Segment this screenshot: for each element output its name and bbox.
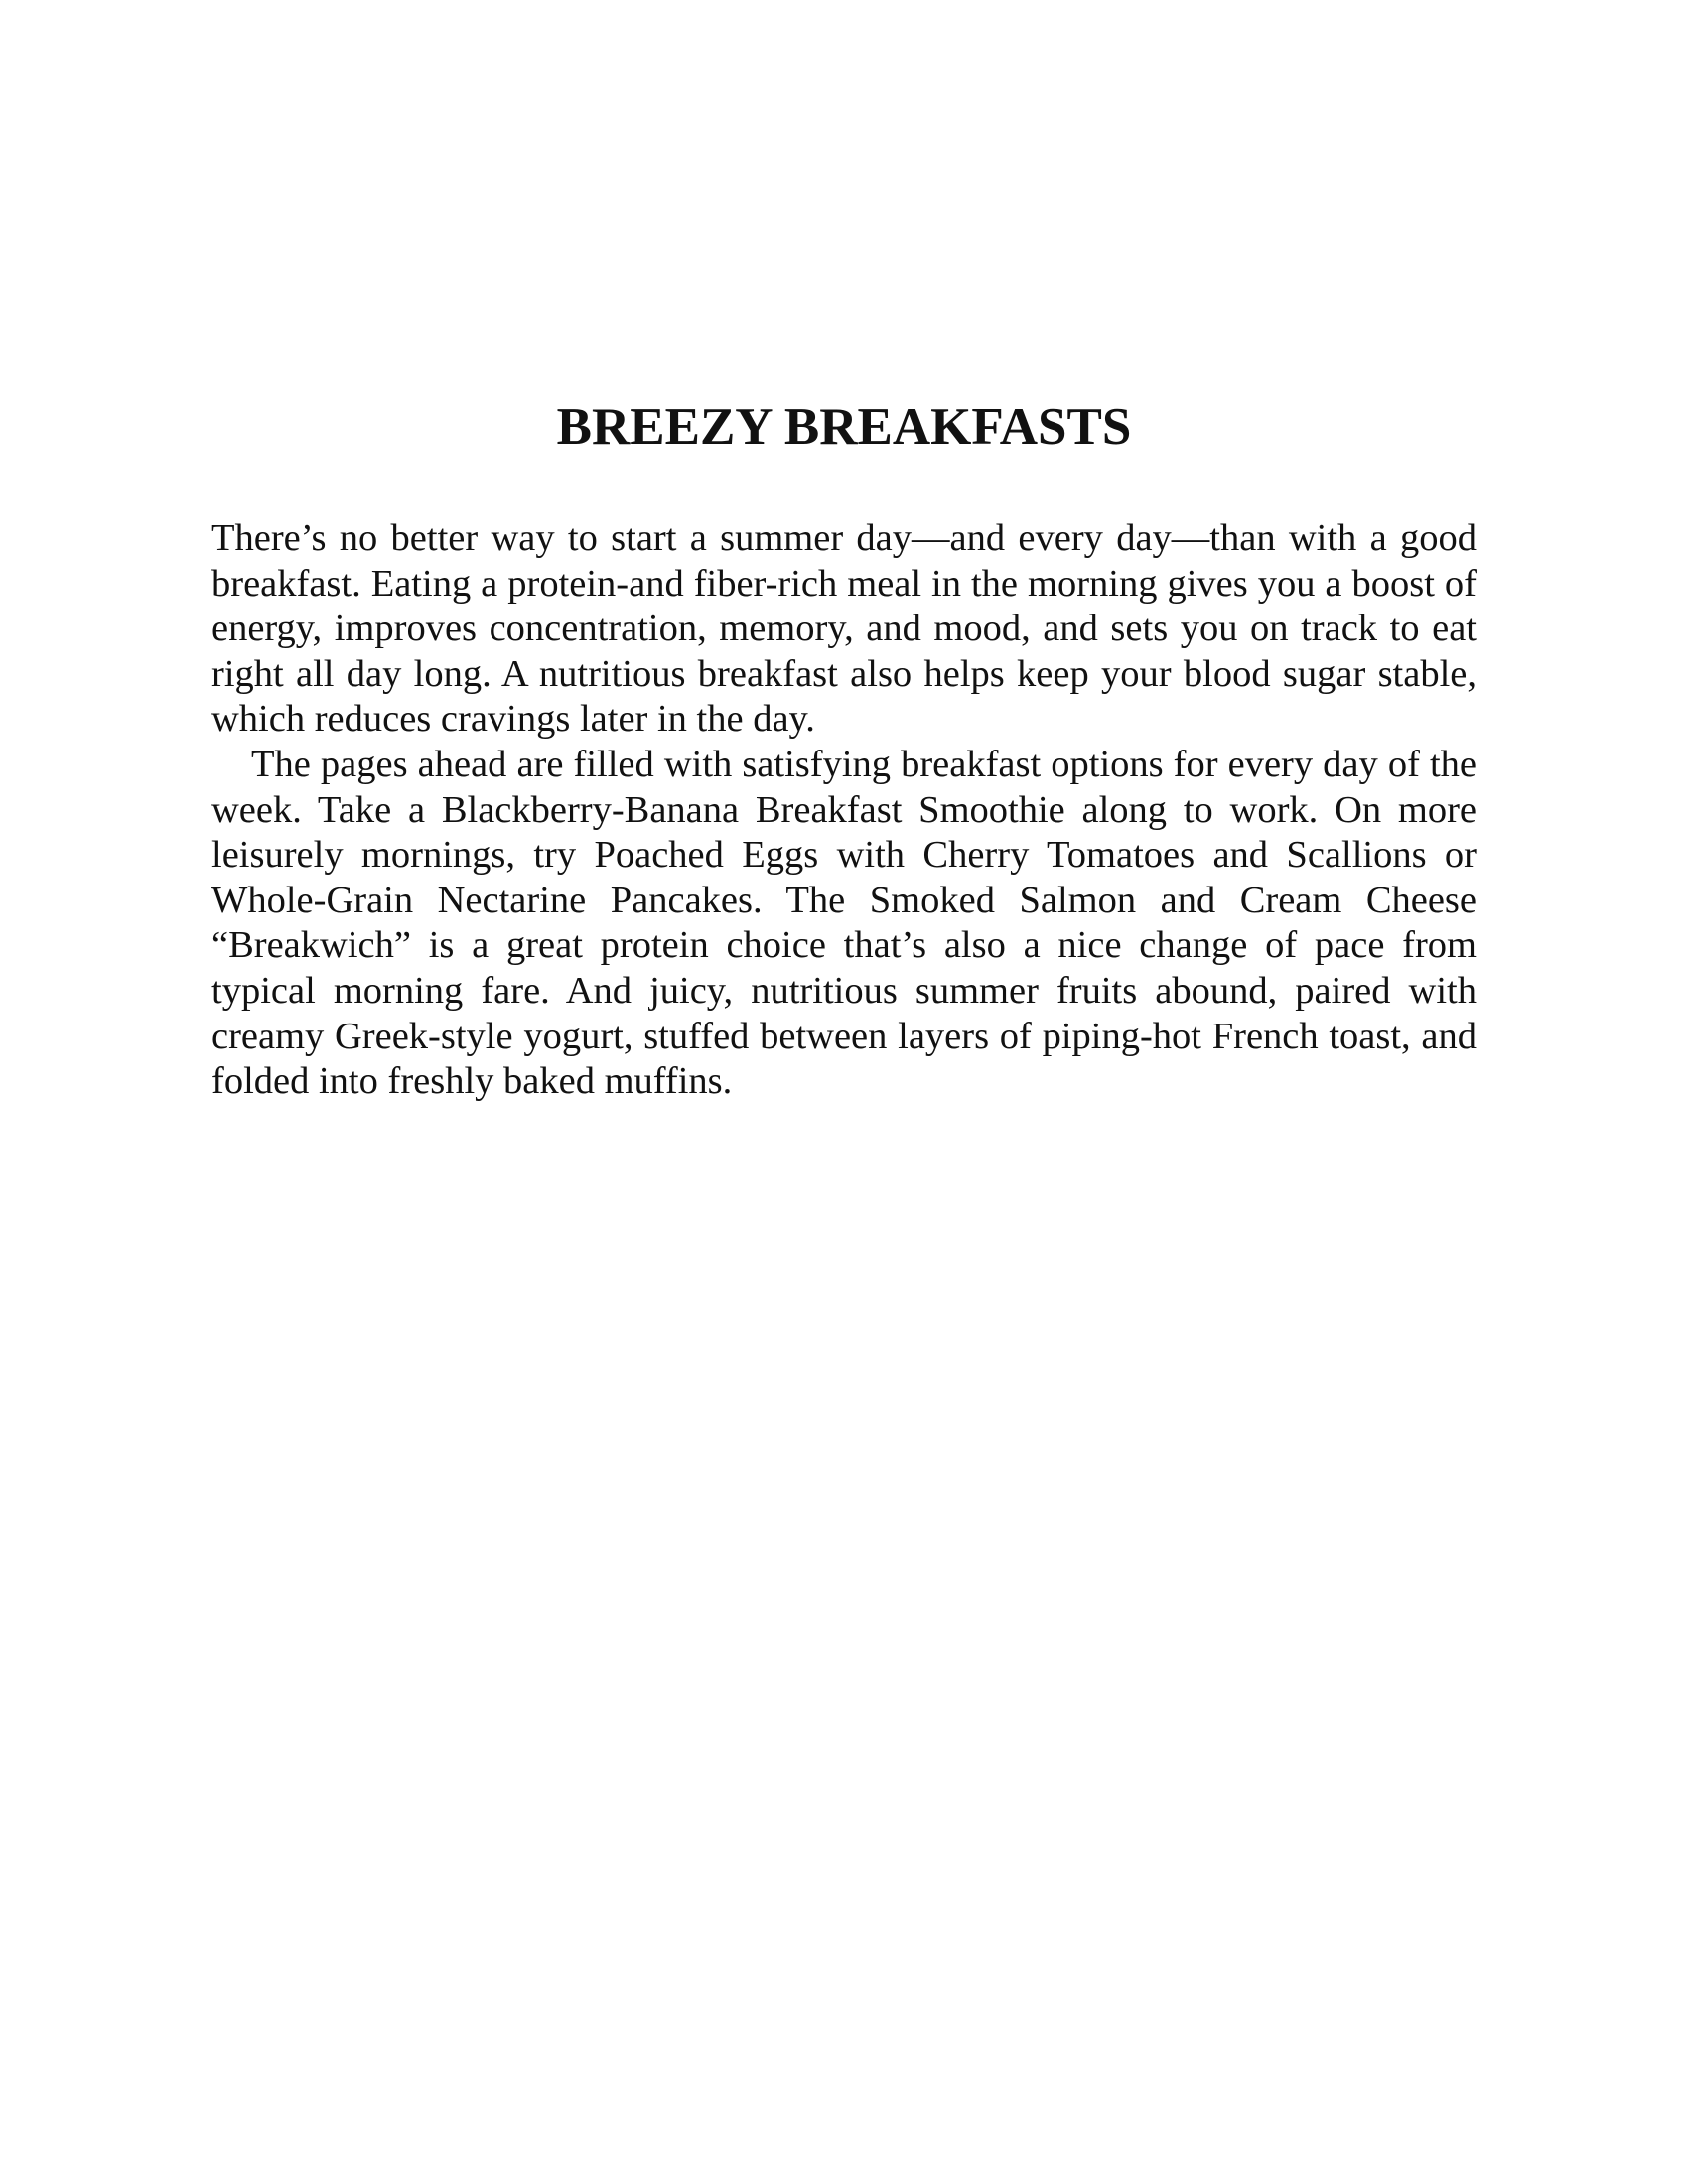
intro-paragraph: There’s no better way to start a summer day—and every day—than with a good breakfast. Eating a protein-and fiber-rich meal in the morning gives you a boost of energy, improves concentration, memory, and mood, and sets you on track to eat right all day long. A nutritious breakfast also helps keep your blood sugar stable, which reduces cravings later in the day. [211, 517, 1477, 741]
body-text [211, 516, 1477, 1105]
recipes-overview-paragraph: The pages ahead are filled with satisfying breakfast options for every day of the week. Take a Blackberry-Banana Breakfast Smoothie along to work. On more leisurely mornings, try Poached Eggs with Cherry Tomatoes and Scallions or Whole-Grain Nectarine Pancakes. The Smoked Salmon and Cream Cheese “Breakwich” is a great protein choice that’s also a nice change of pace from typical morning fare. And juicy, nutritious summer fruits abound, paired with creamy Greek-style yogurt, stuffed between layers of piping-hot French toast, and folded into freshly baked muffins. [211, 743, 1477, 1103]
chapter-title: BREEZY BREAKFASTS [556, 398, 1132, 456]
